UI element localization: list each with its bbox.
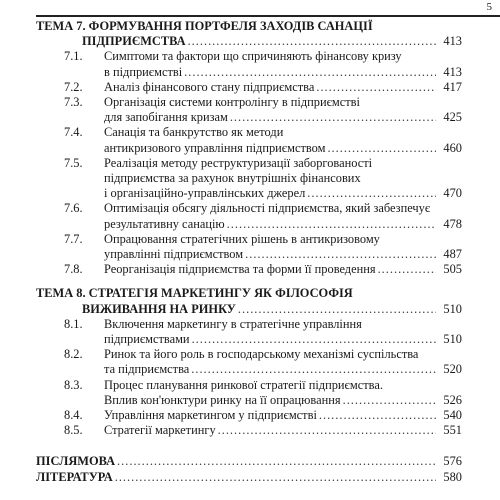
- toc-line-text: Стратегії маркетингу: [104, 423, 216, 438]
- toc-section: [36, 19, 462, 277]
- toc-line: [104, 110, 462, 125]
- toc-line: [104, 378, 462, 393]
- toc-entry[interactable]: [36, 49, 462, 79]
- toc-entry[interactable]: [36, 232, 462, 262]
- toc-line: [36, 286, 462, 301]
- dot-leader: [327, 141, 436, 156]
- dot-leader: [192, 332, 436, 347]
- page-ref: 487: [443, 247, 462, 262]
- toc-entry[interactable]: [36, 201, 462, 231]
- toc-line-text: підприємства за рахунок внутрішніх фінансових: [104, 171, 361, 186]
- page-ref: 478: [443, 216, 462, 231]
- toc-line: [104, 332, 462, 347]
- toc-entry[interactable]: [36, 347, 462, 377]
- toc-line: [104, 232, 462, 247]
- toc-section: [36, 286, 462, 438]
- toc-line: [104, 347, 462, 362]
- toc-entry[interactable]: [36, 317, 462, 347]
- toc-line: [104, 141, 462, 156]
- toc-line: [104, 95, 462, 110]
- dot-leader: [191, 362, 436, 377]
- toc-entry[interactable]: [36, 423, 462, 438]
- toc-line: [104, 423, 462, 438]
- toc-line: [104, 125, 462, 140]
- dot-leader: [227, 217, 436, 232]
- toc-line: [36, 470, 462, 485]
- toc-line-text: Оптимізація обсягу діяльності підприємства, який забезпечує: [104, 201, 431, 216]
- toc-line: [104, 393, 462, 408]
- dot-leader: [184, 65, 436, 80]
- entry-number: 8.1.: [64, 316, 83, 331]
- table-of-contents: [36, 19, 462, 494]
- toc-line-text: для запобігання кризам: [104, 110, 228, 125]
- back-matter-item[interactable]: [36, 470, 462, 485]
- toc-line-text: підприємствами: [104, 332, 190, 347]
- entry-number: 7.6.: [64, 201, 83, 216]
- entry-number: 8.3.: [64, 377, 83, 392]
- toc-line-text: Реорганізація підприємства та форми її проведення: [104, 262, 376, 277]
- toc-entry[interactable]: [36, 125, 462, 155]
- toc-line: [36, 19, 462, 34]
- toc-entry[interactable]: [36, 156, 462, 202]
- entry-number: 7.5.: [64, 155, 83, 170]
- toc-line-text: управлінні підприємством: [104, 247, 244, 262]
- toc-line-text: Аналіз фінансового стану підприємства: [104, 79, 315, 94]
- page-ref: 580: [443, 469, 462, 484]
- toc-line: [104, 362, 462, 377]
- toc-line: [104, 186, 462, 201]
- toc-line: [104, 408, 462, 423]
- page-ref: 510: [443, 332, 462, 347]
- dot-leader: [230, 110, 436, 125]
- entry-number: 7.1.: [64, 49, 83, 64]
- page-ref: 520: [443, 362, 462, 377]
- toc-line: [104, 171, 462, 186]
- toc-line-text: та підприємства: [104, 362, 190, 377]
- entry-number: 8.4.: [64, 408, 83, 423]
- toc-line: [104, 317, 462, 332]
- page-ref: 413: [443, 64, 462, 79]
- page-ref: 460: [443, 140, 462, 155]
- back-matter-item[interactable]: [36, 454, 462, 469]
- dot-leader: [238, 302, 436, 317]
- toc-line-text: ТЕМА 8. СТРАТЕГІЯ МАРКЕТИНГУ ЯК ФІЛОСОФІЯ: [36, 286, 353, 301]
- toc-line-text: Санація та банкрутство як методи: [104, 125, 284, 140]
- section-heading[interactable]: [36, 286, 462, 316]
- toc-line: [104, 201, 462, 216]
- toc-line-text: ВИЖИВАННЯ НА РИНКУ: [82, 301, 236, 316]
- page-ref: 417: [443, 79, 462, 94]
- dot-leader: [245, 247, 436, 262]
- toc-entry[interactable]: [36, 80, 462, 95]
- toc-line-text: Управління маркетингом у підприємстві: [104, 408, 317, 423]
- toc-line: [104, 49, 462, 64]
- toc-line-text: ТЕМА 7. ФОРМУВАННЯ ПОРТФЕЛЯ ЗАХОДІВ САНАЦІЇ: [36, 19, 373, 33]
- toc-entry[interactable]: [36, 262, 462, 277]
- dot-leader: [188, 34, 436, 49]
- toc-line-text: ПІСЛЯМОВА: [36, 454, 116, 469]
- header-rule: [36, 15, 500, 17]
- toc-line-text: Процес планування ринкової стратегії підприємства.: [104, 377, 383, 392]
- page-ref: 470: [443, 186, 462, 201]
- toc-line-text: Організація системи контролінгу в підприємстві: [104, 95, 360, 110]
- toc-line-text: результативну санацію: [104, 216, 225, 231]
- page-ref: 540: [443, 408, 462, 423]
- toc-line: [104, 80, 462, 95]
- page-ref: 413: [443, 34, 462, 49]
- toc-line-text: і організаційно-управлінських джерел: [104, 186, 306, 201]
- page-ref: 526: [443, 392, 462, 407]
- dot-leader: [115, 470, 436, 485]
- toc-line: [104, 156, 462, 171]
- toc-line-text: антикризового управління підприємством: [104, 140, 326, 155]
- toc-line: [36, 302, 462, 317]
- toc-line: [36, 34, 462, 49]
- dot-leader: [343, 393, 436, 408]
- toc-line-text: в підприємстві: [104, 64, 183, 79]
- toc-entry[interactable]: [36, 378, 462, 408]
- dot-leader: [218, 423, 436, 438]
- dot-leader: [307, 186, 436, 201]
- toc-line-text: ПІДПРИЄМСТВА: [82, 34, 186, 49]
- page-ref: 425: [443, 110, 462, 125]
- toc-line: [104, 262, 462, 277]
- back-matter: [36, 454, 462, 484]
- toc-line-text: Вплив кон'юнктури ринку на її опрацювання: [104, 392, 341, 407]
- toc-line-text: Включення маркетингу в стратегічне управління: [104, 316, 362, 331]
- toc-line-text: Симптоми та фактори що спричиняють фінансову кризу: [104, 49, 402, 64]
- entry-number: 8.2.: [64, 347, 83, 362]
- toc-entry[interactable]: [36, 408, 462, 423]
- dot-leader: [378, 262, 436, 277]
- page-ref: 510: [443, 301, 462, 316]
- entry-number: 7.8.: [64, 262, 83, 277]
- toc-line: [104, 247, 462, 262]
- dot-leader: [319, 408, 436, 423]
- dot-leader: [316, 80, 436, 95]
- toc-line-text: Реалізація методу реструктуризації заборгованості: [104, 155, 373, 170]
- page-ref: 505: [443, 262, 462, 277]
- entry-number: 7.2.: [64, 79, 83, 94]
- toc-line: [36, 454, 462, 469]
- section-heading[interactable]: [36, 19, 462, 49]
- page-number: 5: [486, 1, 492, 13]
- page-ref: 551: [443, 423, 462, 438]
- toc-line-text: Ринок та його роль в господарському механізмі суспільства: [104, 347, 419, 362]
- toc-entry[interactable]: [36, 95, 462, 125]
- page-ref: 576: [443, 454, 462, 469]
- dot-leader: [117, 454, 436, 469]
- entry-number: 7.4.: [64, 125, 83, 140]
- toc-line: [104, 217, 462, 232]
- entry-number: 7.3.: [64, 95, 83, 110]
- entry-number: 7.7.: [64, 231, 83, 246]
- toc-line-text: ЛІТЕРАТУРА: [36, 469, 113, 484]
- entry-number: 8.5.: [64, 423, 83, 438]
- toc-line-text: Опрацювання стратегічних рішень в антикризовому: [104, 231, 380, 246]
- toc-line: [104, 65, 462, 80]
